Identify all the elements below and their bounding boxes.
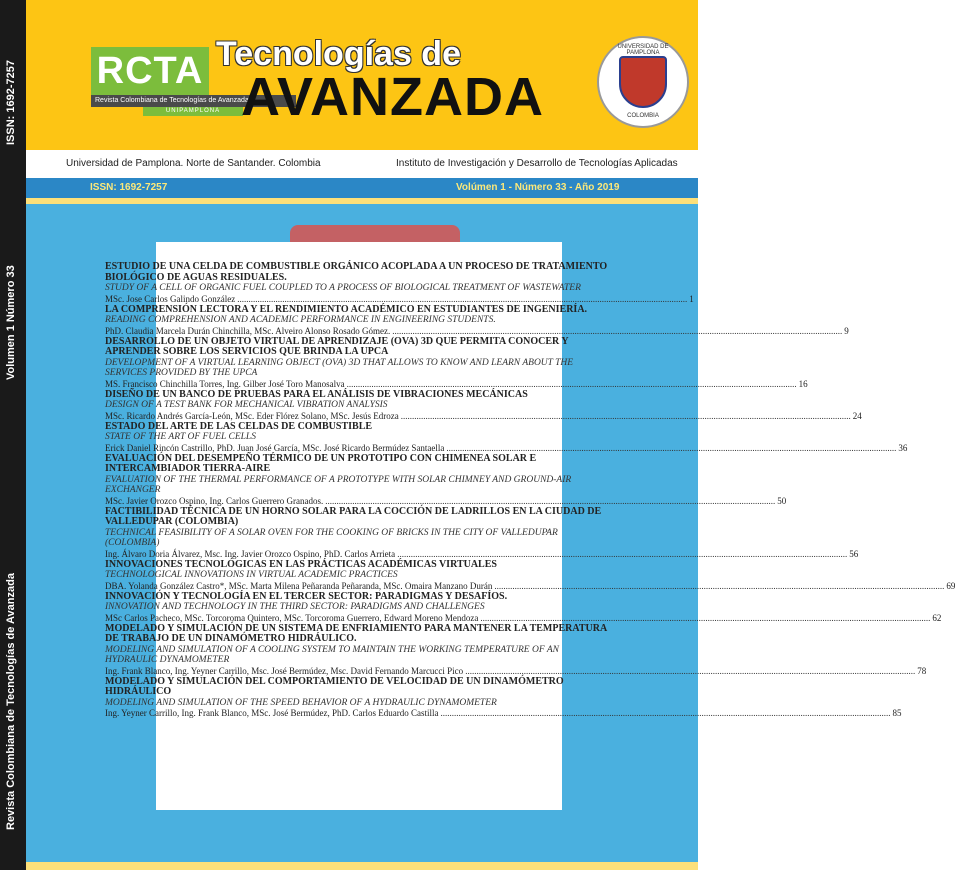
leader-dots: ........................................................................................................................................................................................................ — [440, 708, 891, 718]
toc-entry — [105, 452, 787, 507]
toc-entry — [105, 388, 862, 422]
article-title-english: DEVELOPMENT OF A VIRTUAL LEARNING OBJECT (OVA) 3D THAT ALLOWS TO KNOW AND LEARN ABOUT THE SERVICES PROVIDED BY THE UPCA — [105, 357, 574, 378]
institution-bar — [26, 150, 698, 178]
toc-entry — [105, 335, 808, 390]
institution-right: Instituto de Investigación y Desarrollo de Tecnologías Aplicadas — [396, 158, 678, 169]
toc-entry — [105, 420, 908, 454]
leader-dots: ........................................................................................................................................................................................................ — [465, 665, 916, 676]
article-authors: MSc. Ricardo Andrés García-León, MSc. Eder Flórez Solano, MSc. Jesús Edroza — [105, 410, 399, 421]
article-page: 24 — [852, 410, 862, 421]
article-page: 62 — [932, 612, 942, 623]
leader-dots: ........................................................................................................................................................................................................ — [346, 378, 797, 389]
article-authors-row — [105, 612, 942, 624]
toc-entry — [105, 303, 849, 337]
rcta-logo — [91, 47, 249, 114]
article-authors-row — [105, 708, 902, 719]
cover-stripe — [26, 198, 698, 204]
leader-dots: ........................................................................................................................................................................................................ — [480, 612, 931, 623]
article-page: 78 — [917, 665, 927, 676]
university-seal-icon — [597, 36, 689, 128]
leader-dots: ........................................................................................................................................................................................................ — [446, 442, 897, 453]
article-authors: MS. Francisco Chinchilla Torres, Ing. Gilber José Toro Manosalva — [105, 378, 345, 389]
article-authors: PhD. Claudia Marcela Durán Chinchilla, MSc. Alveiro Alonso Rosado Gómez. — [105, 325, 391, 336]
article-title: EVALUACIÓN DEL DESEMPEÑO TÉRMICO DE UN PROTOTIPO CON CHIMENEA SOLAR E INTERCAMBIADOR TIERRA-AIRE — [105, 452, 537, 474]
article-page: 36 — [898, 442, 908, 453]
seal-bottom-text: COLOMBIA — [627, 113, 659, 119]
toc-entry — [105, 590, 942, 624]
article-title-english: TECHNICAL FEASIBILITY OF A SOLAR OVEN FOR THE COOKING OF BRICKS IN THE CITY OF VALLEDUPAR (COLOMBIA) — [105, 527, 558, 548]
toc-entry — [105, 505, 859, 560]
issue-bar — [26, 178, 698, 198]
spine-journal: Revista Colombiana de Tecnologías de Avanzada — [5, 573, 17, 830]
leader-dots: ........................................................................................................................................................................................................ — [237, 293, 688, 304]
article-title: ESTADO DEL ARTE DE LAS CELDAS DE COMBUSTIBLE — [105, 420, 373, 432]
article-authors: MSc. Jose Carlos Galindo González — [105, 293, 236, 304]
issue-number: Volúmen 1 - Número 33 - Año 2019 — [456, 182, 620, 193]
article-page: 56 — [849, 548, 859, 559]
cover-header — [26, 0, 698, 150]
article-title: MODELADO Y SIMULACIÓN DEL COMPORTAMIENTO DE VELOCIDAD DE UN DINAMÓMETRO HIDRÁULICO — [105, 675, 564, 697]
leader-dots: ........................................................................................................................................................................................................ — [494, 580, 945, 591]
leader-dots: ........................................................................................................................................................................................................ — [397, 548, 848, 559]
article-page: 1 — [689, 293, 694, 304]
article-page: 50 — [777, 495, 787, 506]
issue-issn: ISSN: 1692-7257 — [90, 182, 168, 193]
bottom-stripe — [26, 862, 698, 870]
article-page: 69 — [946, 580, 955, 591]
article-page: 85 — [892, 708, 902, 718]
article-authors-row — [105, 378, 808, 390]
toc-entry — [105, 261, 694, 305]
article-title-english: MODELING AND SIMULATION OF THE SPEED BEHAVIOR OF A HYDRAULIC DYNAMOMETER — [105, 697, 497, 708]
article-authors: DBA. Yolanda González Castro*, MSc. Marta Milena Peñaranda Peñaranda, MSc. Omaira Manzano Durán — [105, 580, 493, 591]
institution-left: Universidad de Pamplona. Norte de Santander. Colombia — [66, 158, 321, 169]
article-title-english: STUDY OF A CELL OF ORGANIC FUEL COUPLED TO A PROCESS OF BIOLOGICAL TREATMENT OF WASTEWATER — [105, 283, 581, 293]
leader-dots: ........................................................................................................................................................................................................ — [392, 325, 843, 336]
toc-entry — [105, 558, 955, 592]
article-page: 16 — [798, 378, 808, 389]
article-title-english: EVALUATION OF THE THERMAL PERFORMANCE OF A PROTOTYPE WITH SOLAR CHIMNEY AND GROUND-AIR EXCHANGER — [105, 474, 572, 495]
logo-subtitle: Revista Colombiana de Tecnologías de Avanzada — [91, 95, 296, 107]
article-authors: MSc Carlos Pacheco, MSc. Torcoroma Quintero, MSc. Torcoroma Guerrero, Edward Moreno Mendoza — [105, 612, 479, 623]
title-line1: Tecnologías de — [216, 35, 461, 73]
article-title-english: READING COMPREHENSION AND ACADEMIC PERFORMANCE IN ENGINEERING STUDENTS. — [105, 315, 496, 325]
title-line2: AVANZADA — [241, 67, 544, 127]
logo-abbr: RCTA — [91, 47, 209, 95]
article-title: DESARROLLO DE UN OBJETO VIRTUAL DE APRENDIZAJE (OVA) 3D QUE PERMITA CONOCER Y APRENDER SOBRE LOS SERVICIOS QUE BRINDA LA UPCA — [105, 335, 569, 357]
article-authors-row — [105, 580, 955, 592]
article-authors: Erick Daniel Rincón Castrillo, PhD. Juan José García, MSc. José Ricardo Bermúdez Santaella — [105, 442, 445, 453]
article-title: ESTUDIO DE UNA CELDA DE COMBUSTIBLE ORGÁNICO ACOPLADA A UN PROCESO DE TRATAMIENTO BIOLÓGICO DE AGUAS RESIDUALES. — [105, 261, 608, 283]
article-authors: MSc. Javier Orozco Ospino, Ing. Carlos Guerrero Granados. — [105, 495, 324, 506]
article-title: LA COMPRENSIÓN LECTORA Y EL RENDIMIENTO ACADÉMICO EN ESTUDIANTES DE INGENIERÍA. — [105, 303, 588, 315]
article-authors-row — [105, 495, 787, 507]
toc-entry — [105, 622, 927, 677]
article-title-english: INNOVATION AND TECHNOLOGY IN THE THIRD SECTOR: PARADIGMS AND CHALLENGES — [105, 602, 485, 612]
article-title-english: MODELING AND SIMULATION OF A COOLING SYSTEM TO MAINTAIN THE WORKING TEMPERATURE OF AN HYDRAULIC DYNAMOMETER — [105, 644, 559, 665]
article-authors: Ing. Álvaro Doria Álvarez, Msc. Ing. Javier Orozco Ospino, PhD. Carlos Arrieta — [105, 548, 396, 559]
logo-university: UNIPAMPLONA — [143, 107, 243, 116]
table-of-contents — [105, 261, 955, 719]
leader-dots: ........................................................................................................................................................................................................ — [325, 495, 776, 506]
article-authors-row — [105, 293, 694, 305]
article-page: 9 — [844, 325, 849, 336]
leader-dots: ........................................................................................................................................................................................................ — [400, 410, 851, 421]
article-title: MODELADO Y SIMULACIÓN DE UN SISTEMA DE ENFRIAMIENTO PARA MANTENER LA TEMPERATURA DE TRABAJO DE UN DINAMÓMETRO HIDRÁULICO. — [105, 622, 607, 644]
toc-entry — [105, 675, 902, 720]
spine — [0, 0, 26, 870]
shield-icon — [619, 56, 667, 108]
article-title: DISEÑO DE UN BANCO DE PRUEBAS PARA EL ANÁLISIS DE VIBRACIONES MECÁNICAS — [105, 388, 528, 400]
spine-issn: ISSN: 1692-7257 — [5, 60, 17, 145]
article-title-english: STATE OF THE ART OF FUEL CELLS — [105, 432, 256, 442]
article-authors-row — [105, 442, 908, 454]
article-title: INNOVACIONES TECNOLÓGICAS EN LAS PRÁCTICAS ACADÉMICAS VIRTUALES — [105, 558, 497, 570]
article-authors-row — [105, 665, 927, 677]
seal-top-text: UNIVERSIDAD DE PAMPLONA — [617, 44, 669, 56]
article-authors-row — [105, 410, 862, 422]
article-title-english: DESIGN OF A TEST BANK FOR MECHANICAL VIBRATION ANALYSIS — [105, 400, 388, 410]
article-authors: Ing. Frank Blanco, Ing. Yeyner Carrillo, Msc. José Bermúdez, Msc. David Fernando Marcucci Pico — [105, 665, 464, 676]
article-title: INNOVACIÓN Y TECNOLOGÍA EN EL TERCER SECTOR: PARADIGMAS Y DESAFÍOS. — [105, 590, 508, 602]
article-title-english: TECHNOLOGICAL INNOVATIONS IN VIRTUAL ACADEMIC PRACTICES — [105, 570, 398, 580]
article-authors-row — [105, 548, 859, 560]
article-authors: Ing. Yeyner Carrillo, Ing. Frank Blanco, MSc. José Bermúdez, PhD. Carlos Eduardo Castilla — [105, 708, 439, 718]
article-title: FACTIBILIDAD TÉCNICA DE UN HORNO SOLAR PARA LA COCCIÓN DE LADRILLOS EN LA CIUDAD DE VALLEDUPAR (COLOMBIA) — [105, 505, 602, 527]
spine-volume: Volumen 1 Número 33 — [5, 265, 17, 380]
article-authors-row — [105, 325, 849, 337]
